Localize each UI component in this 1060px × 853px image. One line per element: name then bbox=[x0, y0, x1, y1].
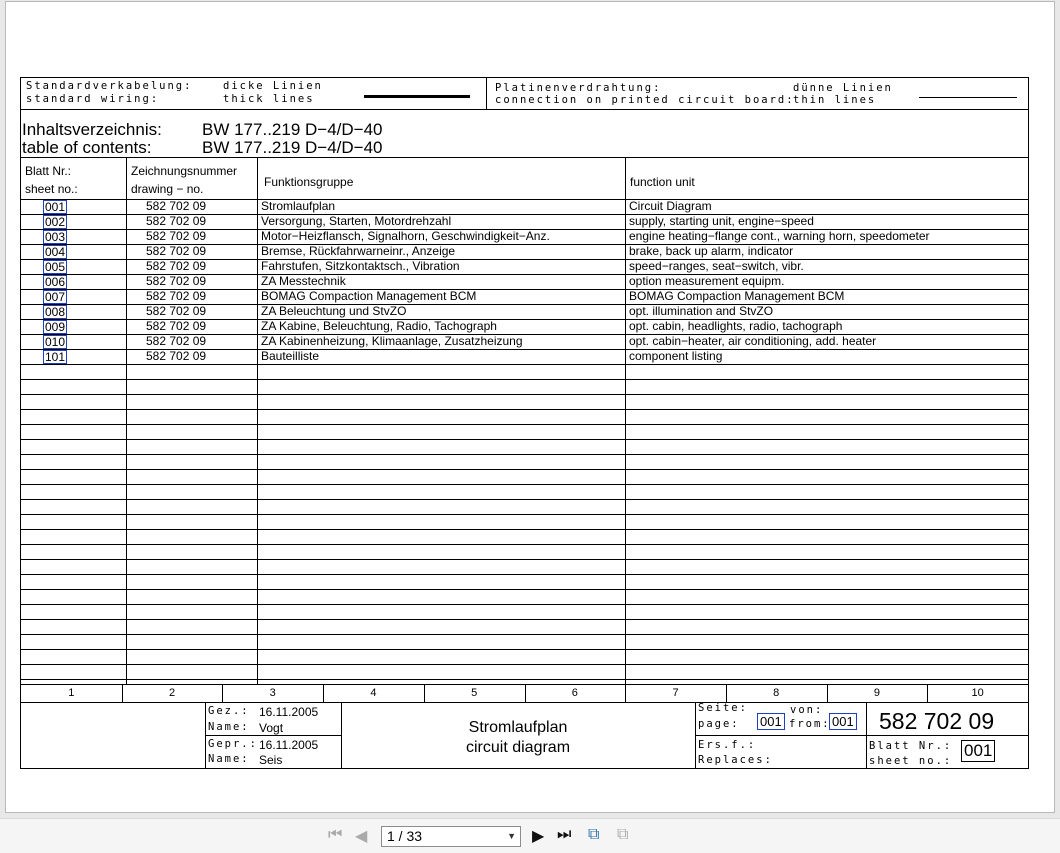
column-number: 1 bbox=[68, 687, 75, 699]
table-row-line bbox=[21, 409, 1028, 410]
toc-model-de: BW 177..219 D−4/D−40 bbox=[202, 120, 383, 139]
table-row-line bbox=[21, 589, 1028, 590]
legend-standard-en: standard wiring: bbox=[26, 93, 160, 105]
page-selector[interactable] bbox=[381, 826, 521, 847]
function-group-de: Stromlaufplan bbox=[261, 199, 336, 213]
table-row-line bbox=[21, 649, 1028, 650]
toc-title-de: Inhaltsverzeichnis: bbox=[22, 120, 162, 139]
blatt-label: Blatt Nr.: bbox=[869, 740, 953, 752]
drawing-number-cell: 582 702 09 bbox=[146, 199, 207, 213]
ersf-label: Ers.f.: bbox=[698, 739, 757, 751]
diagram-title-en: circuit diagram bbox=[465, 739, 571, 756]
function-group-de: BOMAG Compaction Management BCM bbox=[261, 289, 477, 303]
page-number-link[interactable]: 001 bbox=[757, 713, 785, 730]
drawn-by-name: Vogt bbox=[259, 721, 284, 735]
name-label: Name: bbox=[208, 753, 250, 765]
column-number: 5 bbox=[471, 687, 478, 699]
drawing-number-cell: 582 702 09 bbox=[146, 259, 207, 273]
titleblock-line bbox=[205, 735, 341, 736]
sheet-link-label[interactable]: 101 bbox=[45, 350, 66, 364]
sheet-link[interactable] bbox=[43, 215, 67, 229]
function-group-de: ZA Messtechnik bbox=[261, 274, 346, 288]
page-label: page: bbox=[698, 718, 740, 730]
function-unit-en: brake, back up alarm, indicator bbox=[629, 244, 794, 258]
sheet-link-label[interactable]: 010 bbox=[45, 335, 66, 349]
column-divider bbox=[726, 684, 727, 702]
header-sheet-en: sheet no.: bbox=[25, 182, 78, 196]
sheet-link[interactable] bbox=[43, 200, 67, 214]
column-number: 4 bbox=[370, 687, 377, 699]
column-number: 10 bbox=[971, 687, 984, 699]
function-group-de: Fahrstufen, Sitzkontaktsch., Vibration bbox=[261, 259, 460, 273]
fit-page-icon[interactable]: ⧉ bbox=[588, 826, 600, 843]
table-row-line bbox=[21, 604, 1028, 605]
checked-by-name: Seis bbox=[259, 753, 283, 767]
page-total-link[interactable]: 001 bbox=[829, 713, 857, 730]
table-row-line bbox=[21, 544, 1028, 545]
table-row-line bbox=[21, 499, 1028, 500]
function-unit-en: engine heating−flange cont., warning horn, speedometer bbox=[629, 229, 930, 243]
diagram-title-de: Stromlaufplan bbox=[468, 719, 568, 736]
function-group-de: Bauteilliste bbox=[261, 349, 320, 363]
column-divider bbox=[323, 684, 324, 702]
header-drawing-en: drawing − no. bbox=[131, 182, 204, 196]
column-number: 2 bbox=[168, 687, 176, 699]
gepr-label: Gepr.: bbox=[208, 738, 258, 750]
table-row-line bbox=[21, 379, 1028, 380]
table-row-line bbox=[21, 664, 1028, 665]
sheet-link[interactable] bbox=[43, 305, 67, 319]
table-row-line bbox=[21, 634, 1028, 635]
sheet-link-label[interactable]: 009 bbox=[45, 320, 66, 334]
column-number: 7 bbox=[672, 687, 679, 699]
column-divider bbox=[625, 684, 626, 702]
sheet-link-label[interactable]: 008 bbox=[45, 305, 66, 319]
column-divider bbox=[122, 684, 123, 702]
function-group-de: Motor−Heizflansch, Signalhorn, Geschwindigkeit−Anz. bbox=[261, 229, 550, 243]
document-page bbox=[5, 1, 1055, 813]
legend-standard-de: Standardverkabelung: bbox=[26, 80, 193, 92]
legend-pcb-de: Platinenverdrahtung: bbox=[495, 82, 662, 94]
function-unit-en: component listing bbox=[629, 349, 723, 363]
function-group-de: ZA Kabine, Beleuchtung, Radio, Tachograph bbox=[261, 319, 497, 333]
replaces-label: Replaces: bbox=[698, 754, 773, 766]
table-row-line bbox=[21, 439, 1028, 440]
from-label: from: bbox=[789, 718, 831, 730]
legend-pcb-en: connection on printed circuit board: bbox=[495, 94, 795, 106]
function-unit-en: opt. illumination and StvZO bbox=[629, 304, 774, 318]
legend-thick-de: dicke Linien bbox=[223, 80, 323, 92]
sheet-link[interactable] bbox=[43, 260, 67, 274]
thick-line-sample bbox=[364, 95, 470, 98]
column-number: 9 bbox=[873, 687, 880, 699]
sheet-link[interactable] bbox=[43, 335, 67, 349]
titleblock-line bbox=[695, 735, 1028, 736]
sheet-link-label[interactable]: 005 bbox=[45, 260, 66, 274]
checked-date: 16.11.2005 bbox=[259, 738, 319, 752]
table-row-line bbox=[21, 364, 1028, 365]
table-row-line bbox=[21, 574, 1028, 575]
column-divider bbox=[424, 684, 425, 702]
divider bbox=[21, 109, 1028, 110]
drawing-number-cell: 582 702 09 bbox=[146, 229, 207, 243]
table-row-line bbox=[21, 514, 1028, 515]
table-row-line bbox=[21, 484, 1028, 485]
sheet-link[interactable] bbox=[43, 320, 67, 334]
column-divider bbox=[222, 684, 223, 702]
next-page-icon[interactable]: ▶ bbox=[532, 828, 545, 845]
legend-divider bbox=[486, 78, 487, 109]
function-unit-en: option measurement equipm. bbox=[629, 274, 785, 288]
sheet-link-label[interactable]: 002 bbox=[45, 215, 66, 229]
table-row-line bbox=[21, 679, 1028, 680]
table-row-line bbox=[21, 454, 1028, 455]
sheet-link[interactable] bbox=[43, 275, 67, 289]
table-row-line bbox=[21, 559, 1028, 560]
divider bbox=[21, 157, 1028, 158]
column-divider bbox=[927, 684, 928, 702]
function-unit-en: Circuit Diagram bbox=[629, 199, 712, 213]
legend-thin-en: thin lines bbox=[793, 94, 877, 106]
sheet-link-label[interactable]: 007 bbox=[45, 290, 66, 304]
legend-thin-de: dünne Linien bbox=[793, 82, 893, 94]
sheet-link-label[interactable]: 006 bbox=[45, 275, 66, 289]
function-unit-en: speed−ranges, seat−switch, vibr. bbox=[629, 259, 804, 273]
viewer-toolbar bbox=[0, 818, 1060, 853]
function-unit-en: supply, starting unit, engine−speed bbox=[629, 214, 814, 228]
function-unit-en: opt. cabin−heater, air conditioning, add. heater bbox=[629, 334, 877, 348]
sheet-number-box: 001 bbox=[961, 740, 995, 762]
column-number: 6 bbox=[571, 687, 578, 699]
toc-title-en: table of contents: bbox=[22, 138, 152, 157]
name-label: Name: bbox=[208, 721, 250, 733]
chevron-down-icon: ▼ bbox=[507, 831, 516, 841]
divider bbox=[21, 702, 1028, 703]
header-funktion: Funktionsgruppe bbox=[264, 175, 354, 189]
header-sheet-de: Blatt Nr.: bbox=[25, 164, 72, 178]
page-indicator: 1 / 33 bbox=[387, 828, 423, 844]
table-row-line bbox=[21, 424, 1028, 425]
function-group-de: Bremse, Rückfahrwarneinr., Anzeige bbox=[261, 244, 456, 258]
sheet-no-label: sheet no.: bbox=[869, 755, 953, 767]
gez-date: 16.11.2005 bbox=[259, 705, 319, 719]
function-group-de: ZA Kabinenheizung, Klimaanlage, Zusatzheizung bbox=[261, 334, 523, 348]
toc-model-en: BW 177..219 D−4/D−40 bbox=[202, 138, 383, 157]
table-row-line bbox=[21, 529, 1028, 530]
fit-width-icon[interactable]: ⧉ bbox=[617, 826, 629, 843]
drawing-number-cell: 582 702 09 bbox=[146, 214, 207, 228]
column-divider bbox=[525, 684, 526, 702]
drawing-number-cell: 582 702 09 bbox=[146, 274, 207, 288]
sheet-link[interactable] bbox=[43, 350, 67, 364]
function-unit-en: opt. cabin, headlights, radio, tachograph bbox=[629, 319, 843, 333]
drawing-number-cell: 582 702 09 bbox=[146, 289, 207, 303]
gez-label: Gez.: bbox=[208, 705, 250, 717]
function-unit-en: BOMAG Compaction Management BCM bbox=[629, 289, 845, 303]
sheet-link[interactable] bbox=[43, 245, 67, 259]
drawing-number-cell: 582 702 09 bbox=[146, 334, 207, 348]
sheet-link-label[interactable]: 001 bbox=[45, 200, 66, 214]
drawing-sheet bbox=[20, 77, 1029, 769]
column-divider bbox=[827, 684, 828, 702]
table-row-line bbox=[21, 394, 1028, 395]
drawing-number-cell: 582 702 09 bbox=[146, 244, 207, 258]
header-function: function unit bbox=[630, 175, 695, 189]
sheet-link[interactable] bbox=[43, 290, 67, 304]
column-number: 8 bbox=[773, 687, 780, 699]
sheet-link-label[interactable]: 003 bbox=[45, 230, 66, 244]
drawing-number-cell: 582 702 09 bbox=[146, 304, 207, 318]
legend-thick-en: thick lines bbox=[223, 93, 315, 105]
sheet-link-label[interactable]: 004 bbox=[45, 245, 66, 259]
function-group-de: Versorgung, Starten, Motordrehzahl bbox=[261, 214, 452, 228]
drawing-number: 582 702 09 bbox=[879, 708, 995, 734]
column-number: 3 bbox=[269, 687, 276, 699]
drawing-number-cell: 582 702 09 bbox=[146, 319, 207, 333]
table-row-line bbox=[21, 469, 1028, 470]
prev-page-icon[interactable]: ◀ bbox=[355, 828, 368, 845]
sheet-link[interactable] bbox=[43, 230, 67, 244]
last-page-icon[interactable]: ⏭ bbox=[557, 826, 572, 843]
thin-line-sample bbox=[919, 97, 1017, 98]
von-label: von: bbox=[790, 704, 824, 716]
first-page-icon[interactable]: ⏮ bbox=[328, 826, 343, 843]
drawing-number-cell: 582 702 09 bbox=[146, 349, 207, 363]
table-row-line bbox=[21, 619, 1028, 620]
function-group-de: ZA Beleuchtung und StvZO bbox=[261, 304, 407, 318]
seite-label: Seite: bbox=[698, 702, 748, 714]
header-drawing-de: Zeichnungsnummer bbox=[131, 164, 238, 178]
